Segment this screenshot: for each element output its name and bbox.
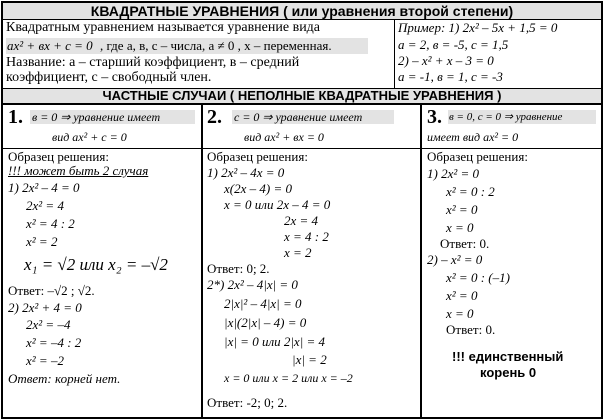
case-1-warning: !!! может быть 2 случая — [8, 163, 149, 178]
case-3-sample-label: Образец решения: — [427, 149, 528, 164]
case-1-line: 2) 2x² + 4 = 0 — [8, 300, 82, 315]
case-3-note: !!! единственный — [452, 349, 564, 364]
case-number-3: 3. — [427, 106, 442, 128]
case-2-line: 1) 2x² – 4x = 0 — [207, 165, 285, 180]
case-3-line: x = 0 — [446, 306, 474, 321]
case-3-form: имеет вид ax² = 0 — [427, 130, 519, 144]
case-2-line: x = 0 или x = 2 или x = –2 — [224, 371, 353, 385]
case-1-answer: Ответ: –√2 ; √2. — [8, 283, 95, 298]
case-1-condition: в = 0 ⇒ уравнение имеет — [32, 110, 161, 124]
case-3-condition: в = 0, с = 0 ⇒ уравнение — [449, 111, 563, 123]
case-2-line: x = 0 или 2x – 4 = 0 — [224, 197, 331, 212]
case-2-line: |x| = 0 или 2|x| = 4 — [224, 334, 326, 349]
case-3-line: 2) – x² = 0 — [427, 252, 483, 267]
case-2-line: 2|x|² – 4|x| = 0 — [224, 296, 302, 311]
page-title: КВАДРАТНЫЕ УРАВНЕНИЯ ( или уравнения второй степени) — [90, 3, 514, 19]
case-2-line: x(2x – 4) = 0 — [224, 181, 292, 196]
case-1-line: x² = –4 : 2 — [26, 335, 82, 350]
example-line2: а = 2, в = -5, с = 1,5 — [398, 37, 509, 52]
case-2-answer: Ответ: 0; 2. — [207, 261, 270, 276]
case-1-answer: Ответ: корней нет. — [8, 371, 121, 386]
definition-formula: ax² + вx + c = 0 — [7, 38, 93, 53]
case-2-line: x = 2 — [284, 245, 312, 260]
case-3-line: 1) 2x² = 0 — [427, 166, 480, 181]
case-2-form: вид ax² + вx = 0 — [244, 130, 324, 144]
case-1-line: x² = 4 : 2 — [26, 216, 75, 231]
definition-rest: , где а, в, с – числа, а ≠ 0 , х – переменная. — [100, 38, 332, 53]
case-1-sample-label: Образец решения: — [8, 149, 109, 164]
case-1-line: 2x² = –4 — [26, 317, 71, 332]
column-divider — [420, 105, 422, 418]
case-2-line: |x| = 2 — [292, 352, 327, 367]
example-line4: а = -1, в = 1, с = -3 — [398, 69, 503, 84]
case-1-line: x² = 2 — [26, 234, 58, 249]
frame-left — [1, 1, 3, 419]
case-3-line: x² = 0 : (–1) — [446, 270, 510, 285]
case-number-2: 2. — [207, 106, 222, 128]
case-3-line: x² = 0 — [446, 288, 478, 303]
case-number-1: 1. — [8, 106, 23, 128]
frame-right — [601, 1, 603, 419]
case-1-form: вид ax² + c = 0 — [52, 130, 127, 144]
special-title: ЧАСТНЫЕ СЛУЧАИ ( НЕПОЛНЫЕ КВАДРАТНЫЕ УРАВНЕНИЯ ) — [102, 88, 502, 103]
column-divider — [201, 105, 203, 418]
case-2-line: x = 4 : 2 — [284, 229, 329, 244]
case-1-line: x² = –2 — [26, 353, 64, 368]
case-3-answer: Ответ: 0. — [440, 236, 490, 251]
case-3-line: x² = 0 — [446, 202, 478, 217]
definition-line1: Квадратным уравнением называется уравнение вида — [6, 20, 321, 35]
case-2-line: 2x = 4 — [284, 213, 319, 228]
example-line1: Пример: 1) 2x² – 5x + 1,5 = 0 — [398, 20, 558, 35]
definition-line4: коэффициент, с – свободный член. — [6, 70, 212, 85]
case-2-line: 2*) 2x² – 4|x| = 0 — [207, 277, 298, 292]
case-3-note: корень 0 — [480, 365, 537, 380]
case-1-line: 2x² = 4 — [26, 198, 64, 213]
divider — [1, 103, 603, 105]
case-2-condition: с = 0 ⇒ уравнение имеет — [234, 110, 363, 124]
case-2-answer: Ответ: -2; 0; 2. — [207, 395, 288, 410]
case-2-sample-label: Образец решения: — [207, 149, 308, 164]
case-3-answer: Ответ: 0. — [446, 322, 496, 337]
case-2-line: |x|(2|x| – 4) = 0 — [224, 315, 307, 330]
case-3-line: x² = 0 : 2 — [446, 184, 495, 199]
frame-bottom — [1, 417, 603, 419]
definition-line3: Название: а – старший коэффициент, в – средний — [6, 55, 300, 70]
case-3-line: x = 0 — [446, 220, 474, 235]
case-1-line: x₁ = √2 или x₂ = –√2 — [24, 255, 168, 274]
divider — [394, 19, 395, 88]
case-1-line: 1) 2x² – 4 = 0 — [8, 180, 80, 195]
example-line3: 2) – x² + x – 3 = 0 — [398, 53, 494, 68]
